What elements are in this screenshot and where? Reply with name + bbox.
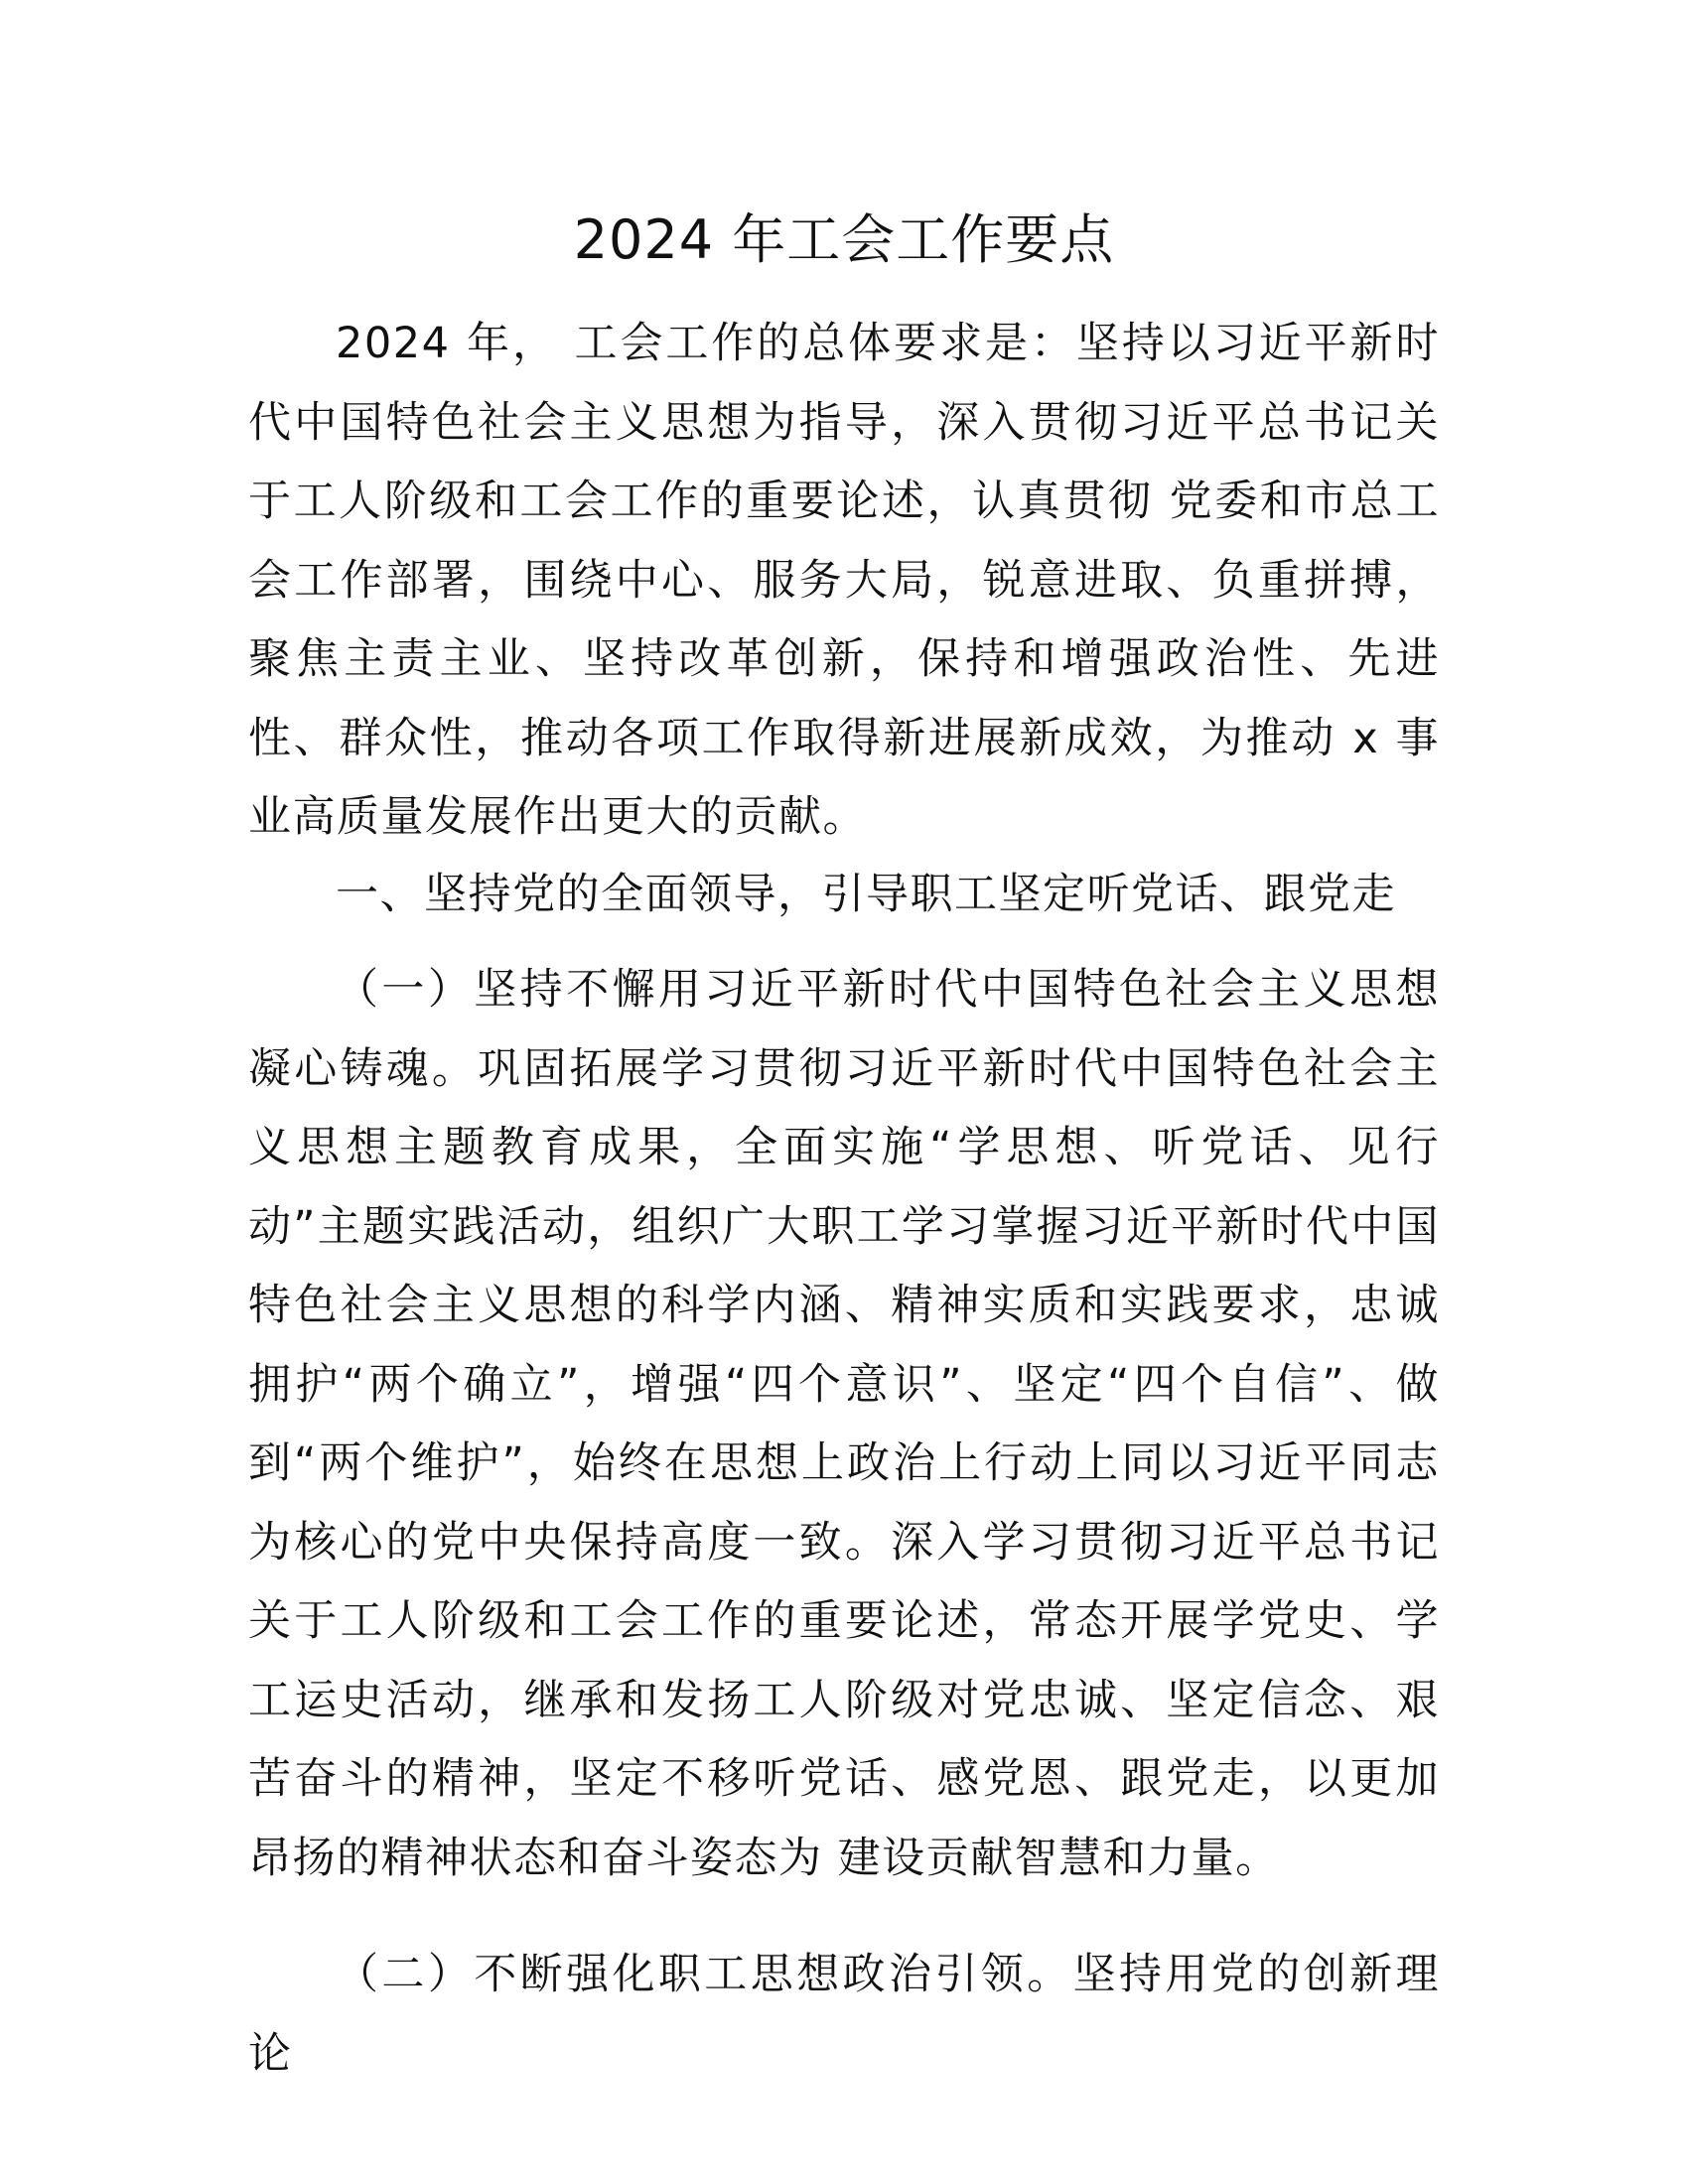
- intro-paragraph: 2024 年， 工会工作的总体要求是：坚持以习近平新时代中国特色社会主义思想为指导，深入贯彻习近平总书记关于工人阶级和工会工作的重要论述，认真贯彻 党委和市总工会工作部署，围绕中心、服务大局，锐意进取、负重拼搏，聚焦主责主业、坚持改革创新，保持和增强政治性、先进性、群众性，推动各项工作取得新进展新成效，为推动 x 事业高质量发展作出更大的贡献。: [248, 319, 1440, 842]
- subsection-paragraph-2: （二）不断强化职工思想政治引领。坚持用党的创新理论: [248, 1950, 1440, 2079]
- document-title: 2024 年工会工作要点: [573, 208, 1115, 271]
- section-heading-1: 一、坚持党的全面领导，引导职工坚定听党话、跟党走: [336, 870, 1396, 919]
- subsection-paragraph-1: （一）坚持不懈用习近平新时代中国特色社会主义思想凝心铸魂。巩固拓展学习贯彻习近平新时代中国特色社会主义思想主题教育成果，全面实施“学思想、听党话、见行动”主题实践活动，组织广大职工学习掌握习近平新时代中国特色社会主义思想的科学内涵、精神实质和实践要求，忠诚拥护“两个确立”，增强“四个意识”、坚定“四个自信”、做到“两个维护”，始终在思想上政治上行动上同以习近平同志为核心的党中央保持高度一致。深入学习贯彻习近平总书记关于工人阶级和工会工作的重要论述，常态开展学党史、学工运史活动，继承和发扬工人阶级对党忠诚、坚定信念、艰苦奋斗的精神，坚定不移听党话、感党恩、跟党走，以更加昂扬的精神状态和奋斗姿态为 建设贡献智慧和力量。: [248, 965, 1440, 1883]
